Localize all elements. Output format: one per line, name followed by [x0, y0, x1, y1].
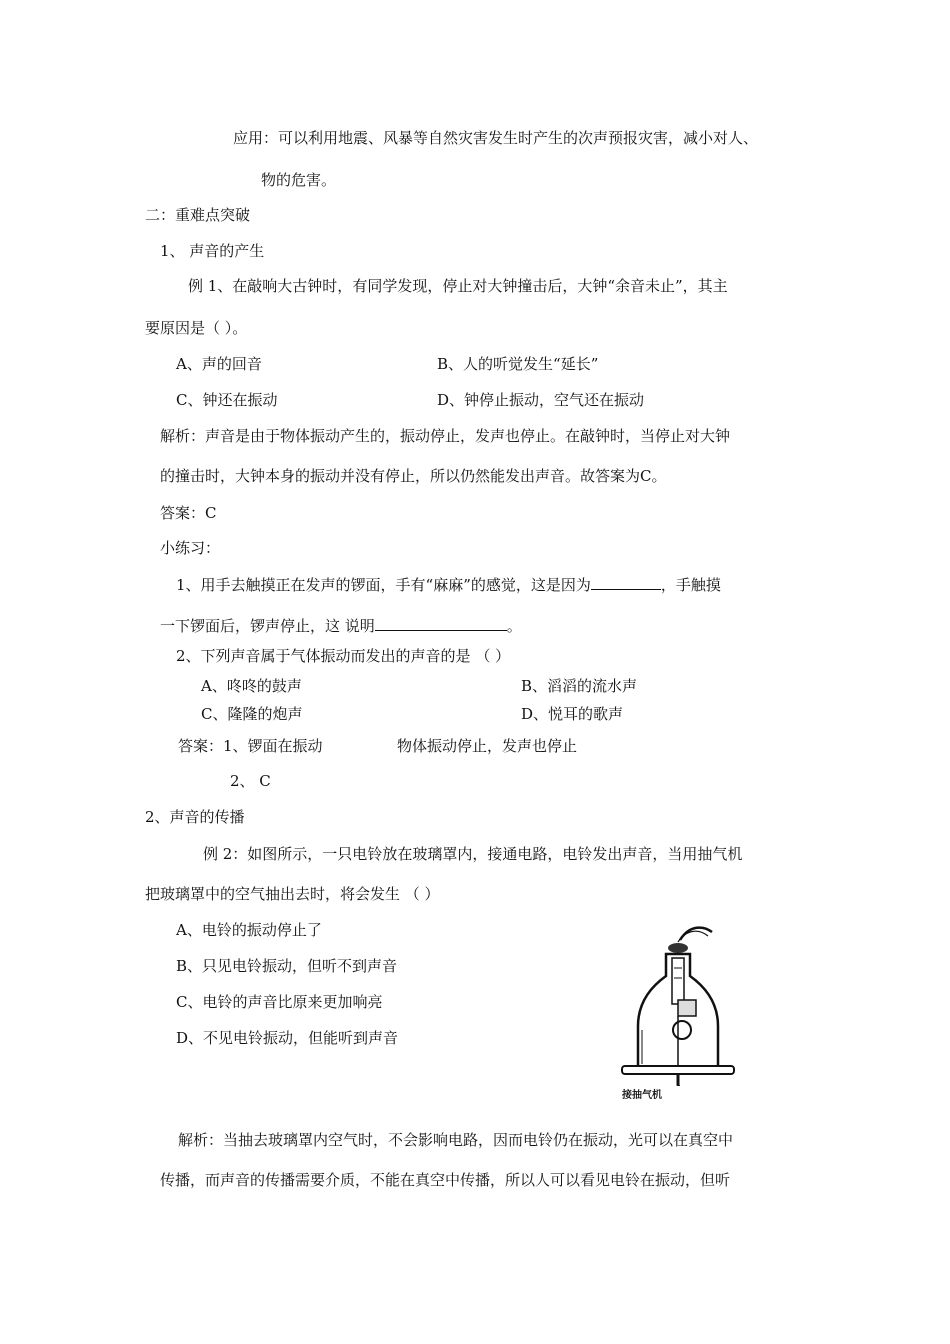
- practice-q2-option-c: C、隆隆的炮声: [201, 705, 303, 723]
- practice-q1-text-d: 。: [506, 617, 522, 635]
- answer-blank: [375, 616, 507, 631]
- example-1-analysis-line-1: 解析：声音是由于物体振动产生的，振动停止，发声也停止。在敲钟时，当停止对大钟: [160, 427, 731, 445]
- example-2-stem-line-1: 例 2：如图所示，一只电铃放在玻璃罩内，接通电路，电铃发出声音，当用抽气机: [203, 845, 743, 863]
- example-2-option-b: B、只见电铃振动，但听不到声音: [176, 957, 398, 975]
- example-1-option-a: A、声的回音: [176, 355, 262, 373]
- example-2-analysis-line-2: 传播，而声音的传播需要介质，不能在真空中传播，所以人可以看见电铃在振动，但听: [160, 1171, 731, 1189]
- example-1-answer: 答案：C: [160, 504, 217, 522]
- topic-1-heading: 1、 声音的产生: [160, 242, 265, 260]
- practice-q1-line-1: [176, 575, 721, 595]
- electric-bell-icon: [672, 958, 684, 1004]
- practice-q2-option-a: A、咚咚的鼓声: [201, 677, 302, 695]
- example-1-stem-line-1: 例 1、在敲响大古钟时，有同学发现，停止对大钟撞击后，大钟“余音未止”，其主: [188, 277, 728, 295]
- section-title: 二：重难点突破: [145, 206, 251, 224]
- practice-q1-text-c: 一下锣面后，锣声停止，这 说明: [160, 617, 375, 635]
- bell-jar-figure: [608, 918, 736, 1104]
- topic-2-heading: 2、声音的传播: [145, 808, 245, 826]
- practice-answer-line-2: 2、 C: [230, 772, 271, 790]
- practice-q1-text-a: 1、用手去触摸正在发声的锣面，手有“麻麻”的感觉，这是因为: [176, 576, 591, 594]
- example-1-analysis-line-2: 的撞击时，大钟本身的振动并没有停止，所以仍然能发出声音。故答案为C。: [160, 467, 667, 485]
- practice-q2-option-b: B、滔滔的流水声: [521, 677, 638, 695]
- bell-jar-illustration: [608, 918, 736, 1086]
- application-line-1: 应用：可以利用地震、风暴等自然灾害发生时产生的次声预报灾害，减小对人、: [233, 129, 759, 147]
- practice-answer-line-1a: 答案：1、锣面在振动: [178, 737, 323, 755]
- practice-q1-line-2: [160, 616, 522, 636]
- example-2-option-d: D、不见电铃振动，但能听到声音: [176, 1029, 399, 1047]
- example-1-option-d: D、钟停止振动，空气还在振动: [437, 391, 645, 409]
- example-2-option-a: A、电铃的振动停止了: [176, 921, 322, 939]
- wire-icon: [680, 928, 712, 940]
- base-plate-icon: [622, 1066, 734, 1074]
- example-1-option-c: C、钟还在振动: [176, 391, 278, 409]
- practice-answer-line-1b: 物体振动停止，发声也停止: [397, 737, 578, 755]
- figure-label: 接抽气机: [622, 1090, 662, 1101]
- example-2-analysis-line-1: 解析：当抽去玻璃罩内空气时，不会影响电路，因而电铃仍在振动，光可以在真空中: [178, 1131, 734, 1149]
- practice-title: 小练习：: [160, 539, 221, 557]
- answer-blank: [591, 575, 661, 590]
- example-1-stem-line-2: 要原因是（ ）。: [145, 319, 248, 337]
- application-line-2: 物的危害。: [261, 171, 337, 189]
- practice-q1-text-b: ，手触摸: [660, 576, 721, 594]
- example-1-option-b: B、人的听觉发生“延长”: [437, 355, 599, 373]
- stopper-icon: [668, 943, 688, 953]
- example-2-stem-line-2: 把玻璃罩中的空气抽出去时，将会发生 （ ）: [145, 885, 440, 903]
- air-hose-icon: [678, 1074, 688, 1086]
- practice-q2-stem: 2、下列声音属于气体振动而发出的声音的是 （ ）: [176, 647, 511, 665]
- example-2-option-c: C、电铃的声音比原来更加响亮: [176, 993, 383, 1011]
- practice-q2-option-d: D、悦耳的歌声: [521, 705, 624, 723]
